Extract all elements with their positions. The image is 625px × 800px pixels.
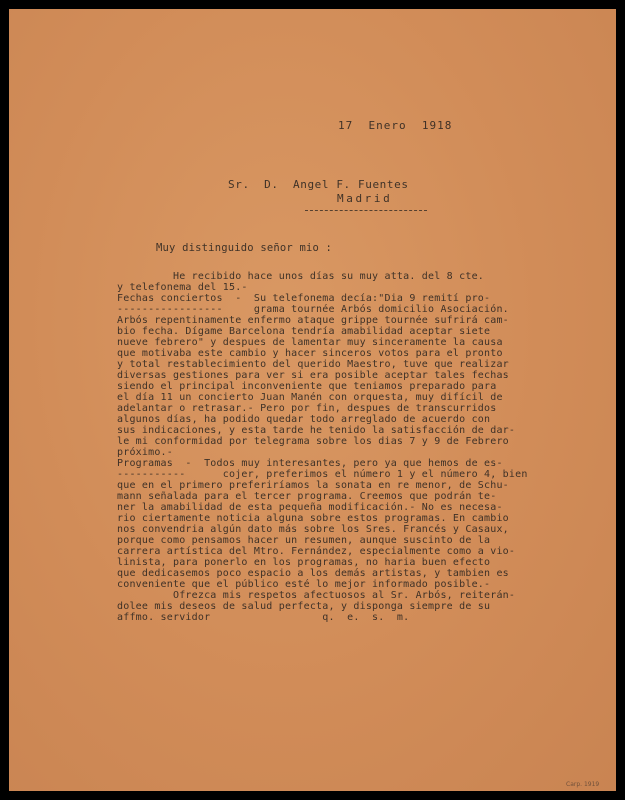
body-line: próximo.-: [117, 447, 173, 458]
letter-page: [9, 9, 616, 791]
body-line: dolee mis deseos de salud perfecta, y disponga siempre de su: [117, 601, 491, 612]
body-line: el día 11 un concierto Juan Manén con orquesta, muy difícil de: [117, 392, 503, 403]
body-line: que motivaba este cambio y hacer sinceros votos para el pronto: [117, 348, 503, 359]
body-line: conveniente que el público esté lo mejor informado posible.-: [117, 579, 491, 590]
body-line: que dedicasemos poco espacio a los demás artistas, y tambien es: [117, 568, 509, 579]
body-line: siendo el principal inconveniente que teniamos preparado para: [117, 381, 497, 392]
body-line: affmo. servidor q. e. s. m.: [117, 612, 410, 623]
body-line: porque como pensamos hacer un resumen, aunque suscinto de la: [117, 535, 491, 546]
letter-date: 17 Enero 1918: [338, 119, 453, 132]
city-underline: [305, 210, 427, 211]
recipient-city: Madrid: [337, 192, 393, 205]
archive-note: Carp. 1919: [566, 781, 600, 788]
recipient-name: Sr. D. Angel F. Fuentes: [228, 178, 409, 191]
body-line: ----------------- grama tournée Arbós domicilio Asociación.: [117, 304, 509, 315]
body-line: sus indicaciones, y esta tarde he tenido la satisfacción de dar-: [117, 425, 516, 436]
body-line: nos convendria algún dato más sobre los Sres. Francés y Casaux,: [117, 524, 509, 535]
body-line: carrera artística del Mtro. Fernández, especialmente como a vio-: [117, 546, 516, 557]
body-line: mann señalada para el tercer programa. Creemos que podrán te-: [117, 491, 497, 502]
body-line: algunos días, ha podido quedar todo arreglado de acuerdo con: [117, 414, 491, 425]
body-line: que en el primero preferiríamos la sonata en re menor, de Schu-: [117, 480, 509, 491]
body-line: ner la amabilidad de esta pequeña modificación.- No es necesa-: [117, 502, 503, 513]
body-line: y telefonema del 15.-: [117, 282, 248, 293]
body-line: Arbós repentinamente enfermo ataque grippe tournée sufrirá cam-: [117, 315, 509, 326]
body-line: bio fecha. Dígame Barcelona tendría amabilidad aceptar siete: [117, 326, 491, 337]
body-line: Programas - Todos muy interesantes, pero ya que hemos de es-: [117, 458, 503, 469]
body-line: ----------- cojer, preferimos el número 1 y el número 4, bien: [117, 469, 528, 480]
body-line: diversas gestiones para ver si era posible aceptar tales fechas: [117, 370, 509, 381]
body-line: y total restablecimiento del querido Maestro, tuve que realizar: [117, 359, 509, 370]
body-line: Fechas conciertos - Su telefonema decía:"Dia 9 remití pro-: [117, 293, 491, 304]
body-line: nueve febrero" y despues de lamentar muy sinceramente la causa: [117, 337, 503, 348]
body-line: rio ciertamente noticia alguna sobre estos programas. En cambio: [117, 513, 509, 524]
letter-body: [117, 271, 528, 623]
body-line: He recibido hace unos días su muy atta. del 8 cte.: [117, 271, 485, 282]
body-line: le mi conformidad por telegrama sobre los dias 7 y 9 de Febrero: [117, 436, 509, 447]
salutation: Muy distinguido señor mio :: [156, 242, 333, 254]
body-line: adelantar o retrasar.- Pero por fin, despues de transcurridos: [117, 403, 497, 414]
body-line: Ofrezca mis respetos afectuosos al Sr. Arbós, reiterán-: [117, 590, 516, 601]
body-line: linista, para ponerlo en los programas, no haria buen efecto: [117, 557, 491, 568]
